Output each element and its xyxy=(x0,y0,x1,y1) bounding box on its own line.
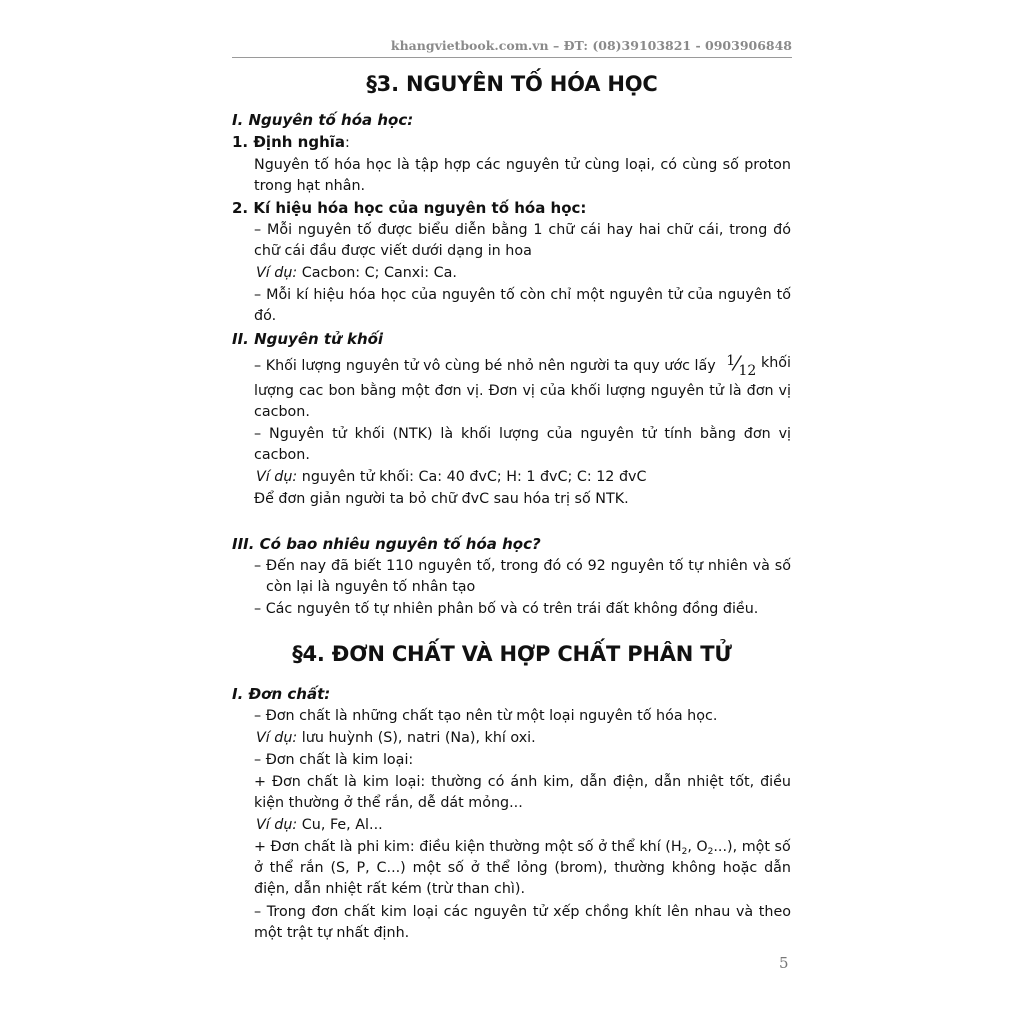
heading-i-simple-substance: I. Đơn chất: xyxy=(232,685,331,703)
section-3-title: §3. NGUYÊN TỐ HÓA HỌC xyxy=(366,72,658,96)
page-number: 5 xyxy=(779,954,789,972)
example-label: Ví dụ: xyxy=(256,265,298,281)
example-3 xyxy=(256,728,536,748)
simple-line-7: điện, dẫn nhiệt rất kém (trừ than chì). xyxy=(254,881,526,897)
atomic-mass-line-5: cacbon. xyxy=(254,447,310,463)
heading-symbols: 2. Kí hiệu hóa học của nguyên tố hóa học: xyxy=(232,199,587,217)
fraction-slash: ⁄ xyxy=(735,351,739,375)
symbols-line-3: – Mỗi kí hiệu hóa học của nguyên tố còn chỉ một nguyên tử của nguyên tố xyxy=(254,287,791,303)
atomic-mass-line-1-text: – Khối lượng nguyên tử vô cùng bé nhỏ nên người ta quy ước lấy xyxy=(254,358,716,374)
heading-definition-label: 1. Định nghĩa xyxy=(232,133,346,151)
simple-line-5-part-c: ...), một số xyxy=(713,839,791,855)
atomic-mass-line-2: lượng cac bon bằng một đơn vị. Đơn vị của khối lượng nguyên tử là đơn vị xyxy=(254,383,791,399)
example-text: lưu huỳnh (S), natri (Na), khí oxi. xyxy=(297,730,536,746)
section-4-title: §4. ĐƠN CHẤT VÀ HỢP CHẤT PHÂN TỬ xyxy=(292,642,732,666)
definition-line-1: Nguyên tố hóa học là tập hợp các nguyên tử cùng loại, có cùng số proton xyxy=(254,157,791,173)
simple-line-5-part-a: + Đơn chất là phi kim: điều kiện thường một số ở thể khí (H xyxy=(254,839,682,855)
simple-line-5-part-b: , O xyxy=(687,839,708,855)
symbols-line-1: – Mỗi nguyên tố được biểu diễn bằng 1 chữ cái hay hai chữ cái, trong đó xyxy=(254,222,791,238)
heading-definition xyxy=(232,132,350,153)
example-text: Cacbon: C; Canxi: Ca. xyxy=(297,265,457,281)
page-header: khangvietbook.com.vn – ĐT: (08)39103821 - 0903906848 xyxy=(390,38,792,53)
atomic-mass-line-6: Để đơn giản người ta bỏ chữ đvC sau hóa trị số NTK. xyxy=(254,491,629,507)
header-rule xyxy=(232,57,792,58)
count-line-1: – Đến nay đã biết 110 nguyên tố, trong đó có 92 nguyên tố tự nhiên và số xyxy=(254,558,791,574)
symbols-line-4: đó. xyxy=(254,308,277,324)
atomic-mass-line-4: – Nguyên tử khối (NTK) là khối lượng của nguyên tử tính bằng đơn vị xyxy=(254,426,791,442)
count-line-2: còn lại là nguyên tố nhân tạo xyxy=(266,579,476,595)
fraction-one-twelfth xyxy=(726,351,757,379)
simple-line-2: – Đơn chất là kim loại: xyxy=(254,752,414,768)
fraction-numerator: 1 xyxy=(726,353,736,369)
example-text: nguyên tử khối: Ca: 40 đvC; H: 1 đvC; C: 12 đvC xyxy=(297,469,647,485)
example-2 xyxy=(256,467,646,487)
example-label: Ví dụ: xyxy=(256,730,298,746)
simple-line-1: – Đơn chất là những chất tạo nên từ một loại nguyên tố hóa học. xyxy=(254,708,718,724)
example-label: Ví dụ: xyxy=(256,469,298,485)
subscript-2: 2 xyxy=(681,847,688,857)
simple-line-9: một trật tự nhất định. xyxy=(254,925,410,941)
simple-line-8: – Trong đơn chất kim loại các nguyên tử xếp chồng khít lên nhau và theo xyxy=(254,904,791,920)
example-text: Cu, Fe, Al... xyxy=(297,817,383,833)
example-label: Ví dụ: xyxy=(256,817,298,833)
atomic-mass-line-1-end: khối xyxy=(760,355,791,371)
heading-iii-how-many: III. Có bao nhiêu nguyên tố hóa học? xyxy=(232,535,541,553)
count-line-3: – Các nguyên tố tự nhiên phân bố và có trên trái đất không đồng điều. xyxy=(254,601,759,617)
simple-line-6: ở thể rắn (S, P, C...) một số ở thể lỏng (brom), thường không hoặc dẫn xyxy=(254,860,791,876)
atomic-mass-line-3: cacbon. xyxy=(254,404,310,420)
simple-line-4: kiện thường ở thể rắn, dễ dát mỏng... xyxy=(254,795,523,811)
fraction-denominator: 12 xyxy=(738,363,757,379)
example-1 xyxy=(256,263,457,283)
simple-line-3: + Đơn chất là kim loại: thường có ánh kim, dẫn điện, dẫn nhiệt tốt, điều xyxy=(254,774,791,790)
heading-definition-colon: : xyxy=(345,135,350,151)
atomic-mass-line-1 xyxy=(254,351,791,379)
definition-line-2: trong hạt nhân. xyxy=(254,178,366,194)
subscript-2: 2 xyxy=(707,847,714,857)
symbols-line-2: chữ cái đầu được viết dưới dạng in hoa xyxy=(254,243,532,259)
simple-line-5 xyxy=(254,837,791,859)
example-4 xyxy=(256,815,383,835)
heading-i-chemical-element: I. Nguyên tố hóa học: xyxy=(232,111,414,129)
heading-ii-atomic-mass: II. Nguyên tử khối xyxy=(232,330,384,348)
